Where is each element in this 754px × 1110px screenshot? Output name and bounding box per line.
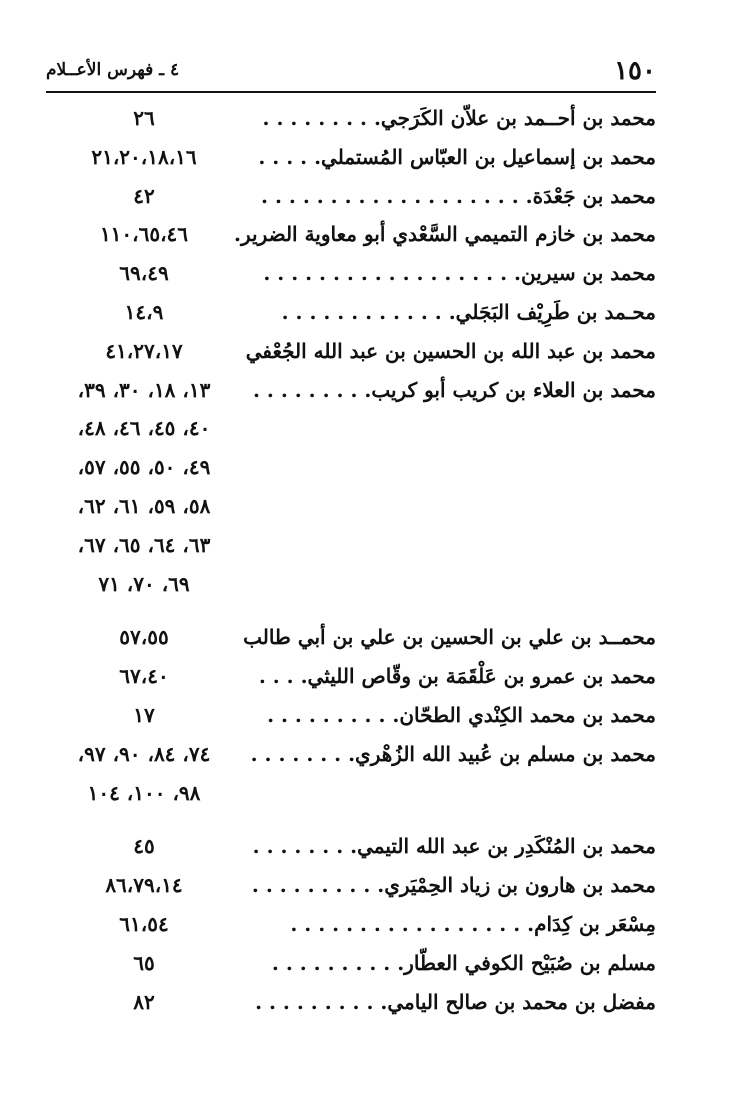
entry-pages: ٢١،٢٠،١٨،١٦ — [91, 144, 197, 169]
entry-pages: ٥٧،٥٥ — [119, 625, 169, 650]
index-entry — [46, 984, 656, 1023]
entry-pages: ٨٦،٧٩،١٤ — [105, 873, 183, 898]
index-entry — [46, 828, 656, 867]
entry-pages: ٦٥ — [133, 950, 155, 975]
entry-name: محمد بن مسلم بن عُبيد الله الزُهْري. . . . . . . . — [250, 741, 656, 766]
index-entry-continuation — [46, 775, 656, 814]
entry-gap — [46, 604, 656, 619]
entry-name: محمد بن إسماعيل بن العبّاس المُستملي. . . . . — [258, 144, 656, 169]
entry-name: محمد بن محمد الكِنْدي الطحّان. . . . . . . . . . — [267, 702, 656, 727]
entry-pages: ٤٠، ٤٥، ٤٦، ٤٨، — [77, 416, 211, 441]
entry-pages: ٥٨، ٥٩، ٦١، ٦٢، — [77, 493, 211, 518]
entry-pages: ١١٠،٦٥،٤٦ — [99, 222, 189, 247]
entry-name: محمد بن العلاء بن كريب أبو كريب. . . . . . . . . — [252, 377, 656, 402]
index-entry — [46, 333, 656, 372]
entry-name: مفضل بن محمد بن صالح اليامي. . . . . . . . . . — [255, 989, 656, 1014]
entry-name: محمد بن عمرو بن عَلْقَمَة بن وقّاص الليثي. . . . — [258, 664, 656, 689]
header-rule — [46, 91, 656, 93]
entry-pages: ٢٦ — [133, 106, 155, 130]
entry-name: محـمد بن طَرِيْف البَجَلي. . . . . . . . . . . . . — [281, 299, 656, 324]
entry-name: محمد بن سيرين. . . . . . . . . . . . . . . . . . . — [263, 261, 656, 286]
entry-pages: ١٣، ١٨، ٣٠، ٣٩، — [77, 377, 211, 402]
index-entry — [46, 216, 656, 255]
entry-pages: ٩٨، ١٠٠، ١٠٤ — [87, 780, 201, 805]
entry-pages: ٤٥ — [133, 834, 155, 859]
entry-pages: ٦٧،٤٠ — [119, 664, 169, 689]
entry-pages: ١٧ — [133, 702, 155, 727]
index-entry — [46, 736, 656, 775]
entry-pages: ٨٢ — [133, 989, 155, 1014]
index-entry — [46, 294, 656, 333]
index-entry — [46, 178, 656, 217]
page-number: ١٥٠ — [614, 56, 656, 86]
running-title: ٤ ـ فهرس الأعــلام — [46, 60, 180, 80]
index-entry — [46, 619, 656, 658]
index-entry — [46, 658, 656, 697]
index-entry — [46, 945, 656, 984]
entry-name: مسلم بن صُبَيْح الكوفي العطّار. . . . . . . . . . — [271, 950, 656, 975]
entry-name: محمــد بن علي بن الحسين بن علي بن أبي طالب — [243, 625, 656, 650]
entry-pages: ١٤،٩ — [124, 299, 164, 324]
index-entry-continuation — [46, 410, 656, 449]
entry-pages: ٦٩، ٧٠، ٧١ — [98, 571, 190, 596]
index-entry-continuation — [46, 488, 656, 527]
page-header — [46, 56, 656, 90]
entry-name: محمد بن أحــمد بن علاّن الكَرَجي. . . . . . . . . — [262, 106, 656, 130]
entry-pages: ٤٩، ٥٠، ٥٥، ٥٧، — [77, 455, 211, 480]
entry-name: مِسْعَر بن كِدَام. . . . . . . . . . . . . . . . . . — [290, 911, 656, 936]
index-entry — [46, 255, 656, 294]
entry-name: محمد بن جَعْدَة. . . . . . . . . . . . . . . . . . . . — [261, 183, 656, 208]
index-entry — [46, 100, 656, 139]
entry-pages: ٤٢ — [133, 183, 155, 208]
index-entry-continuation — [46, 449, 656, 488]
entry-name: محمد بن عبد الله بن الحسين بن عبد الله الجُعْفي — [245, 338, 656, 363]
index-entry — [46, 906, 656, 945]
entry-gap — [46, 813, 656, 828]
index-entry — [46, 697, 656, 736]
index-entry — [46, 139, 656, 178]
entry-pages: ٦١،٥٤ — [119, 911, 169, 936]
entry-name: محمد بن هارون بن زياد الحِمْيَري. . . . . . . . . . — [251, 873, 656, 898]
entry-pages: ٧٤، ٨٤، ٩٠، ٩٧، — [77, 741, 211, 766]
entry-pages: ٤١،٢٧،١٧ — [105, 338, 183, 363]
entry-name: محمد بن المُنْكَدِر بن عبد الله التيمي. . . . . . . . — [252, 834, 656, 859]
entry-name: محمد بن خازم التميمي السَّعْدي أبو معاوية الضرير. — [234, 222, 656, 247]
index-entry — [46, 867, 656, 906]
index-of-names — [46, 100, 656, 1022]
entry-pages: ٦٩،٤٩ — [119, 261, 169, 286]
index-entry — [46, 372, 656, 411]
entry-pages: ٦٣، ٦٤، ٦٥، ٦٧، — [77, 532, 211, 557]
index-entry-continuation — [46, 527, 656, 566]
index-entry-continuation — [46, 566, 656, 605]
